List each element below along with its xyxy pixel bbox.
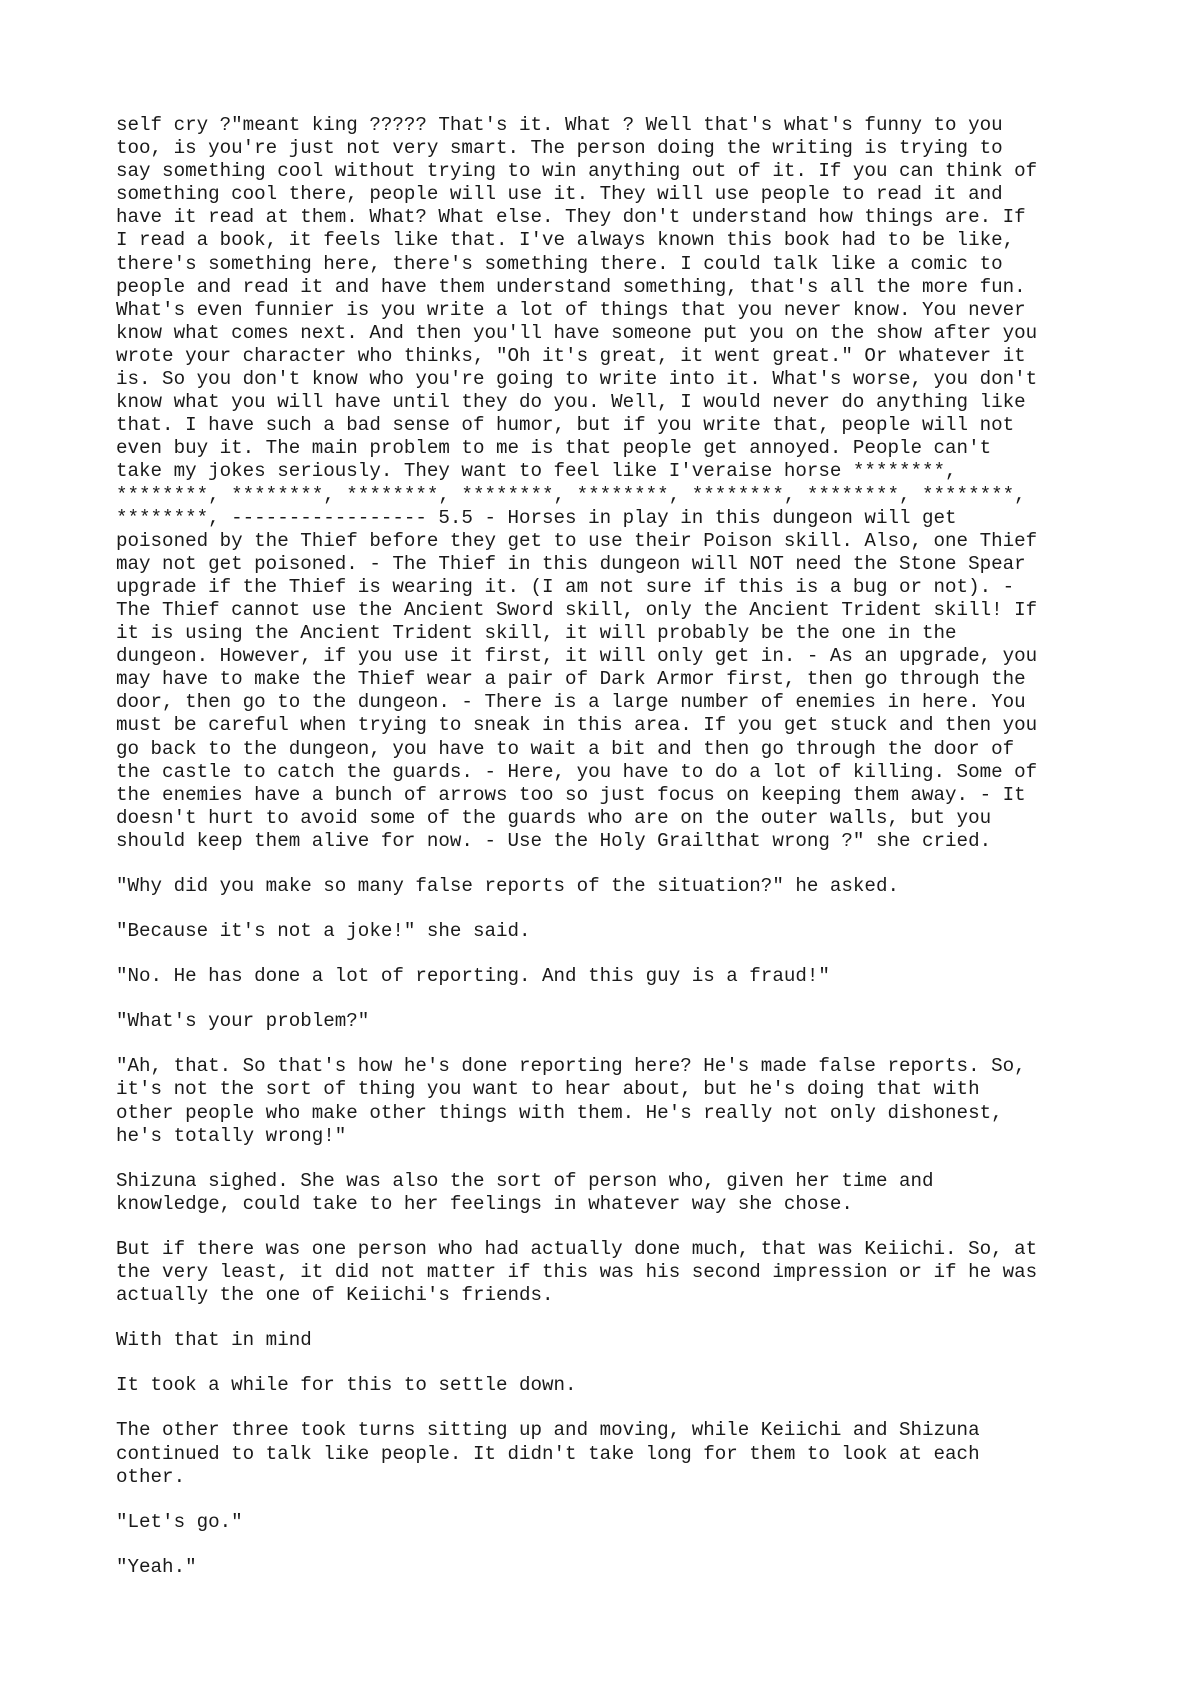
paragraph-5: "What's your problem?" [116,1010,370,1033]
paragraph-13: "Yeah." [116,1555,197,1578]
paragraph-2: "Why did you make so many false reports of the situation?" he asked. [116,875,899,897]
paragraph-7: Shizuna sighed. She was also the sort of person who, given her time and knowledge, could take to her feelings in whatever way she chose. [116,1169,934,1215]
paragraph-1: self cry ?"meant king ????? That's it. What ? Well that's what's funny to you too, is you're just not very smart. The person doing the writing is trying to say something cool without trying to win anything out of it. If you can think of something cool there, people will use it. They will use people to read it and have it read at them. What? What else. They don't understand how things are. If I read a book, it feels like that. I've always known this book had to be like, there's something here, there's something there. I could talk like a comic to people and read it and have them understand something, that's all the more fun. What's even funnier is you write a lot of things that you never know. You never know what comes next. And then you'll have someone put you on the show after you wrote your character who thinks, "Oh it's great, it went great." Or whatever it is. So you don't know who you're going to write into it. What's worse, you don't know what you will have until they do you. Well, I would never do anything like that. I have such a bad sense of humor, but if you write that, people will not even buy it. The main problem to me is that people get annoyed. People can't take my jokes seriously. They want to feel like I'veraise horse ********, ********, ********, ********, ********, ********, ********, ********, ********, ********, ----------------- 5.5 - Horses in play in this dungeon will get poisoned by the Thief before they get to use their Poison skill. Also, one Thief may not get poisoned. - The Thief in this dungeon will NOT need the Stone Spear upgrade if the Thief is wearing it. (I am not sure if this is a bug or not). - The Thief cannot use the Ancient Sword skill, only the Ancient Trident skill! If it is using the Ancient Trident skill, it will probably be the one in the dungeon. However, if you use it first, it will only get in. - As an upgrade, you may have to make the Thief wear a pair of Dark Armor first, then go through the door, then go to the dungeon. - There is a large number of enemies in here. You must be careful when trying to sneak in this area. If you get stuck and then you go back to the dungeon, you have to wait a bit and then go through the door of the castle to catch the guards. - Here, you have to do a lot of killing. Some of the enemies have a bunch of arrows too so just focus on keeping them away. - It doesn't hurt to avoid some of the guards who are on the outer walls, but you should keep them alive for now. - Use the Holy Grailthat wrong ?" she cried. [116,114,1038,852]
paragraph-9: With that in mind [116,1329,312,1352]
paragraph-4: "No. He has done a lot of reporting. And this guy is a fraud!" [116,965,830,988]
paragraph-3: "Because it's not a joke!" she said. [116,920,531,943]
paragraph-6: "Ah, that. So that's how he's done reporting here? He's made false reports. So, it's not the sort of thing you want to hear about, but he's doing that with other people who make other things with them. He's really not only dishonest, he's totally wrong!" [116,1055,1026,1147]
document-page [116,114,1116,1601]
paragraph-8: But if there was one person who had actually done much, that was Keiichi. So, at the very least, it did not matter if this was his second impression or if he was actually the one of Keiichi's friends. [116,1237,1038,1307]
paragraph-12: "Let's go." [116,1510,243,1533]
paragraph-11: The other three took turns sitting up and moving, while Keiichi and Shizuna continued to talk like people. It didn't take long for them to look at each other. [116,1419,980,1488]
paragraph-10: It took a while for this to settle down. [116,1374,577,1397]
